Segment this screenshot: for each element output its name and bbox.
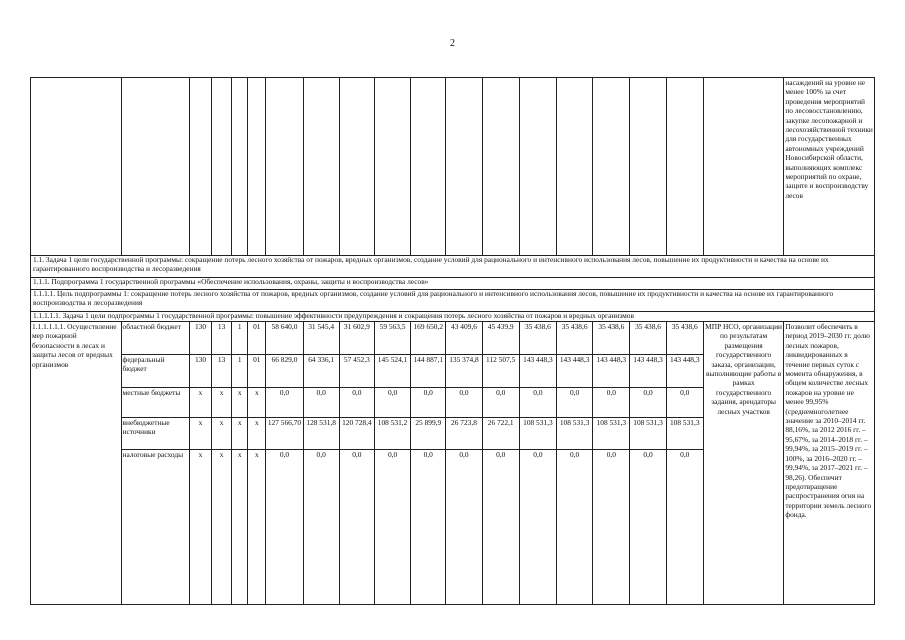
value-cell: 58 640,0	[266, 322, 303, 355]
grbs-code: х	[189, 388, 211, 418]
program-code: 1	[232, 322, 248, 355]
value-cell: 0,0	[519, 388, 556, 418]
value-cell: 143 448,3	[630, 355, 666, 388]
top-continuation-row	[31, 78, 875, 256]
continued-result-text: насаждений на уровне не менее 100% за счет проведения мероприятий по лесовосстановлению, закупке лесопожарной и лесохозяйственной техники для государственных автономных учреждений Новосибирской области, выполняющих комплекс мероприятий по охране, защите и воспроизводству лесов	[784, 78, 875, 256]
value-cell: 112 507,5	[482, 355, 519, 388]
value-cell: 120 728,4	[339, 418, 374, 450]
value-cell: 108 531,3	[557, 418, 593, 450]
value-cell: 0,0	[593, 450, 630, 605]
value-cell: 0,0	[482, 388, 519, 418]
grbs-code: х	[189, 450, 211, 605]
value-cell: 35 438,6	[630, 322, 666, 355]
value-cell: 0,0	[303, 450, 339, 605]
value-cell: 0,0	[593, 388, 630, 418]
table-row	[31, 322, 875, 355]
value-cell: 0,0	[303, 388, 339, 418]
value-cell: 35 438,6	[519, 322, 556, 355]
value-cell: 59 563,5	[374, 322, 410, 355]
program-code: 1	[232, 355, 248, 388]
value-cell: 26 722,1	[482, 418, 519, 450]
subprogram-code: х	[248, 418, 266, 450]
value-cell: 0,0	[266, 450, 303, 605]
executor: МПР НСО, организации по результатам размещения государственного заказа, организации, выполняющие работы в рамках государственного задания, арендаторы лесных участков	[703, 322, 783, 605]
value-cell: 35 438,6	[666, 322, 703, 355]
subprogram-goal-header: 1.1.1.1. Цель подпрограммы 1: сокращение потерь лесного хозяйства от пожаров, вредных организмов, создание условий для рационального и интенсивного использования лесов, повышение их продуктивности и качества на основе их гарантированного воспроизводства и лесоразведения	[31, 290, 875, 312]
value-cell: 108 531,3	[630, 418, 666, 450]
value-cell: 108 531,2	[374, 418, 410, 450]
value-cell: 0,0	[630, 450, 666, 605]
value-cell: 35 438,6	[557, 322, 593, 355]
value-cell: 0,0	[339, 450, 374, 605]
value-cell: 66 829,0	[266, 355, 303, 388]
program-code: х	[232, 450, 248, 605]
value-cell: 0,0	[446, 450, 482, 605]
value-cell: 145 524,1	[374, 355, 410, 388]
grbs-code: х	[189, 418, 211, 450]
value-cell: 143 448,3	[666, 355, 703, 388]
value-cell: 25 899,9	[411, 418, 446, 450]
value-cell: 0,0	[557, 388, 593, 418]
value-cell: 0,0	[339, 388, 374, 418]
value-cell: 108 531,3	[519, 418, 556, 450]
expected-result: Позволит обеспечить в период 2019–2030 гг. долю лесных пожаров, ликвидированных в течение первых суток с момента обнаружения, в общем количестве лесных пожаров на уровне не менее 99,95% (среднемноголетнее значение за 2010–2014 гг. 88,16%, за 2012 2016 гг. – 95,67%, за 2014–2018 гг. – 99,94%, за 2015–2019 гг. – 100%, за 2016–2020 гг. – 99,94%, за 2017–2021 гг. – 98,26). Обеспечит предотвращение распространения огня на территории земель лесного фонда.	[784, 322, 875, 605]
value-cell: 143 448,3	[519, 355, 556, 388]
value-cell: 128 531,8	[303, 418, 339, 450]
value-cell: 108 531,3	[593, 418, 630, 450]
subprogram-code: 01	[248, 355, 266, 388]
value-cell: 43 409,6	[446, 322, 482, 355]
measure-name: 1.1.1.1.1.1. Осуществление мер пожарной безопасности в лесах и защиты лесов от вредных организмов	[31, 322, 122, 605]
subprogram-code: х	[248, 450, 266, 605]
program-code: х	[232, 418, 248, 450]
value-cell: 31 602,9	[339, 322, 374, 355]
value-cell: 0,0	[557, 450, 593, 605]
subprogram-code: х	[248, 388, 266, 418]
subprogram-task-header: 1.1.1.1.1. Задача 1 цели подпрограммы 1 государственной программы: повышение эффективности предупреждения и сокращения потерь лесного хозяйства от пожаров и вредных организмов	[31, 312, 875, 322]
grbs-code: 130	[189, 355, 211, 388]
value-cell: 0,0	[411, 388, 446, 418]
value-cell: 0,0	[411, 450, 446, 605]
section-code: 13	[212, 355, 232, 388]
value-cell: 64 336,1	[303, 355, 339, 388]
value-cell: 0,0	[666, 450, 703, 605]
value-cell: 0,0	[630, 388, 666, 418]
value-cell: 0,0	[374, 450, 410, 605]
value-cell: 57 452,3	[339, 355, 374, 388]
value-cell: 143 448,3	[557, 355, 593, 388]
subprogram-code: 01	[248, 322, 266, 355]
program-code: х	[232, 388, 248, 418]
program-table	[30, 77, 875, 605]
value-cell: 0,0	[666, 388, 703, 418]
funding-source: областной бюджет	[121, 322, 189, 355]
value-cell: 127 566,70	[266, 418, 303, 450]
page-number: 2	[450, 38, 455, 49]
value-cell: 35 438,6	[593, 322, 630, 355]
value-cell: 0,0	[446, 388, 482, 418]
value-cell: 0,0	[519, 450, 556, 605]
funding-source: местные бюджеты	[121, 388, 189, 418]
value-cell: 45 439,9	[482, 322, 519, 355]
section-code: 13	[212, 322, 232, 355]
value-cell: 169 650,2	[411, 322, 446, 355]
grbs-code: 130	[189, 322, 211, 355]
funding-source: налоговые расходы	[121, 450, 189, 605]
task-header: 1.1. Задача 1 цели государственной программы: сокращение потерь лесного хозяйства от пожаров, вредных организмов, создание условий для рационального и интенсивного использования лесов, повышение их продуктивности и качества на основе их гарантированного воспроизводства и лесоразведения	[31, 256, 875, 278]
funding-source: внебюджетные источники	[121, 418, 189, 450]
value-cell: 143 448,3	[593, 355, 630, 388]
section-code: х	[212, 418, 232, 450]
funding-source: федеральный бюджет	[121, 355, 189, 388]
value-cell: 0,0	[482, 450, 519, 605]
value-cell: 26 723,8	[446, 418, 482, 450]
value-cell: 31 545,4	[303, 322, 339, 355]
value-cell: 144 887,1	[411, 355, 446, 388]
subprogram-header: 1.1.1. Подпрограмма 1 государственной программы «Обеспечение использования, охраны, защиты и воспроизводства лесов»	[31, 278, 875, 290]
value-cell: 0,0	[266, 388, 303, 418]
section-code: х	[212, 450, 232, 605]
value-cell: 108 531,3	[666, 418, 703, 450]
section-code: х	[212, 388, 232, 418]
value-cell: 0,0	[374, 388, 410, 418]
value-cell: 135 374,8	[446, 355, 482, 388]
